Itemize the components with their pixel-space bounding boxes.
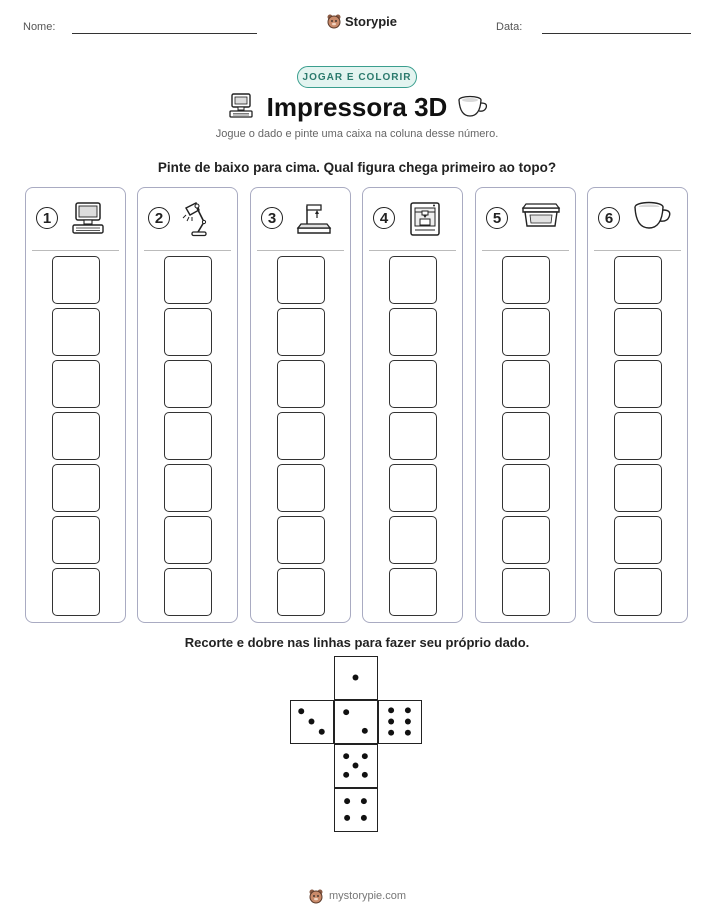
dice-pip [388,730,394,736]
color-box[interactable] [389,308,437,356]
date-line[interactable] [542,33,691,34]
color-box[interactable] [277,256,325,304]
dice-face-1 [334,656,378,700]
dice-pip [362,772,368,778]
dice-pip [344,798,350,804]
food-container-icon [520,200,562,235]
color-box[interactable] [164,412,212,460]
dice-face-4 [334,788,378,832]
color-box[interactable] [277,568,325,616]
color-box[interactable] [277,308,325,356]
color-box[interactable] [389,568,437,616]
color-box[interactable] [389,412,437,460]
column-divider [369,250,456,251]
color-box[interactable] [502,308,550,356]
column-number: 4 [373,207,395,229]
column-number: 6 [598,207,620,229]
color-box[interactable] [52,516,100,564]
dice-face-5 [334,744,378,788]
column-header [251,188,350,250]
dice-face-2 [334,700,378,744]
color-box[interactable] [389,516,437,564]
subtitle: Jogue o dado e pinte uma caixa na coluna desse número. [215,128,499,140]
column-6 [587,187,688,623]
column-2 [137,187,238,623]
color-box[interactable] [52,464,100,512]
color-box[interactable] [164,360,212,408]
cup-icon [632,200,672,237]
dice-pip [361,798,367,804]
color-box[interactable] [277,412,325,460]
brand-logo [326,13,397,29]
color-box[interactable] [389,464,437,512]
column-divider [144,250,231,251]
column-header [26,188,125,250]
color-box[interactable] [502,516,550,564]
name-line[interactable] [72,33,257,34]
name-label: Nome: [23,21,56,33]
column-divider [594,250,681,251]
cut-instruction: Recorte e dobre nas linhas para fazer seu próprio dado. [184,635,530,650]
column-header [588,188,687,250]
color-box[interactable] [614,256,662,304]
cup-icon [457,94,489,125]
color-box[interactable] [52,256,100,304]
dice-pip [343,772,349,778]
color-box[interactable] [164,464,212,512]
color-box[interactable] [389,256,437,304]
dice-pip [343,753,349,759]
dice-pip [405,719,411,725]
color-box[interactable] [389,360,437,408]
column-header [363,188,462,250]
column-header [138,188,237,250]
color-box[interactable] [502,360,550,408]
color-box[interactable] [277,464,325,512]
dice-pip [405,730,411,736]
color-box[interactable] [164,568,212,616]
dice-pip [362,728,368,734]
color-box[interactable] [614,412,662,460]
page-title: Impressora 3D [266,92,448,122]
dice-pip [343,709,349,715]
column-number: 2 [148,207,170,229]
color-box[interactable] [502,256,550,304]
dice-pip [319,729,325,735]
column-header [476,188,575,250]
dice-pip [388,719,394,725]
dice-pip [353,763,359,769]
dice-pip [362,753,368,759]
color-box[interactable] [52,412,100,460]
color-box[interactable] [502,464,550,512]
dice-pip [298,708,304,714]
color-box[interactable] [614,308,662,356]
color-box[interactable] [502,568,550,616]
dice-pip [388,707,394,713]
column-3 [250,187,351,623]
column-1 [25,187,126,623]
column-4 [362,187,463,623]
desk-lamp-icon [182,200,218,243]
dice-pip [405,707,411,713]
dice-face-3 [290,700,334,744]
color-box[interactable] [614,568,662,616]
color-box[interactable] [52,360,100,408]
color-box[interactable] [164,308,212,356]
footer-url[interactable]: mystorypie.com [328,890,407,902]
column-divider [32,250,119,251]
bear-logo-icon [308,888,324,904]
date-label: Data: [496,21,523,33]
column-divider [482,250,569,251]
color-box[interactable] [614,360,662,408]
color-box[interactable] [277,516,325,564]
computer-icon [70,200,106,241]
3d-printer-icon [407,200,443,243]
dice-pip [361,815,367,821]
column-divider [257,250,344,251]
dice-pip [353,675,359,681]
column-5 [475,187,576,623]
color-box[interactable] [52,568,100,616]
dice-pip [344,815,350,821]
color-box[interactable] [277,360,325,408]
3d-printer-platform-icon [295,200,333,241]
column-number: 1 [36,207,58,229]
brand-name: Storypie [345,13,398,29]
color-box[interactable] [614,464,662,512]
column-number: 5 [486,207,508,229]
color-box[interactable] [52,308,100,356]
activity-badge: JOGAR E COLORIR [297,66,417,88]
color-box[interactable] [164,516,212,564]
color-box[interactable] [164,256,212,304]
instruction-text: Pinte de baixo para cima. Qual figura chega primeiro ao topo? [157,160,557,175]
color-box[interactable] [614,516,662,564]
footer [0,888,714,904]
bear-logo-icon [326,13,342,29]
column-number: 3 [261,207,283,229]
dice-pip [309,719,315,725]
color-box[interactable] [502,412,550,460]
dice-face-6 [378,700,422,744]
